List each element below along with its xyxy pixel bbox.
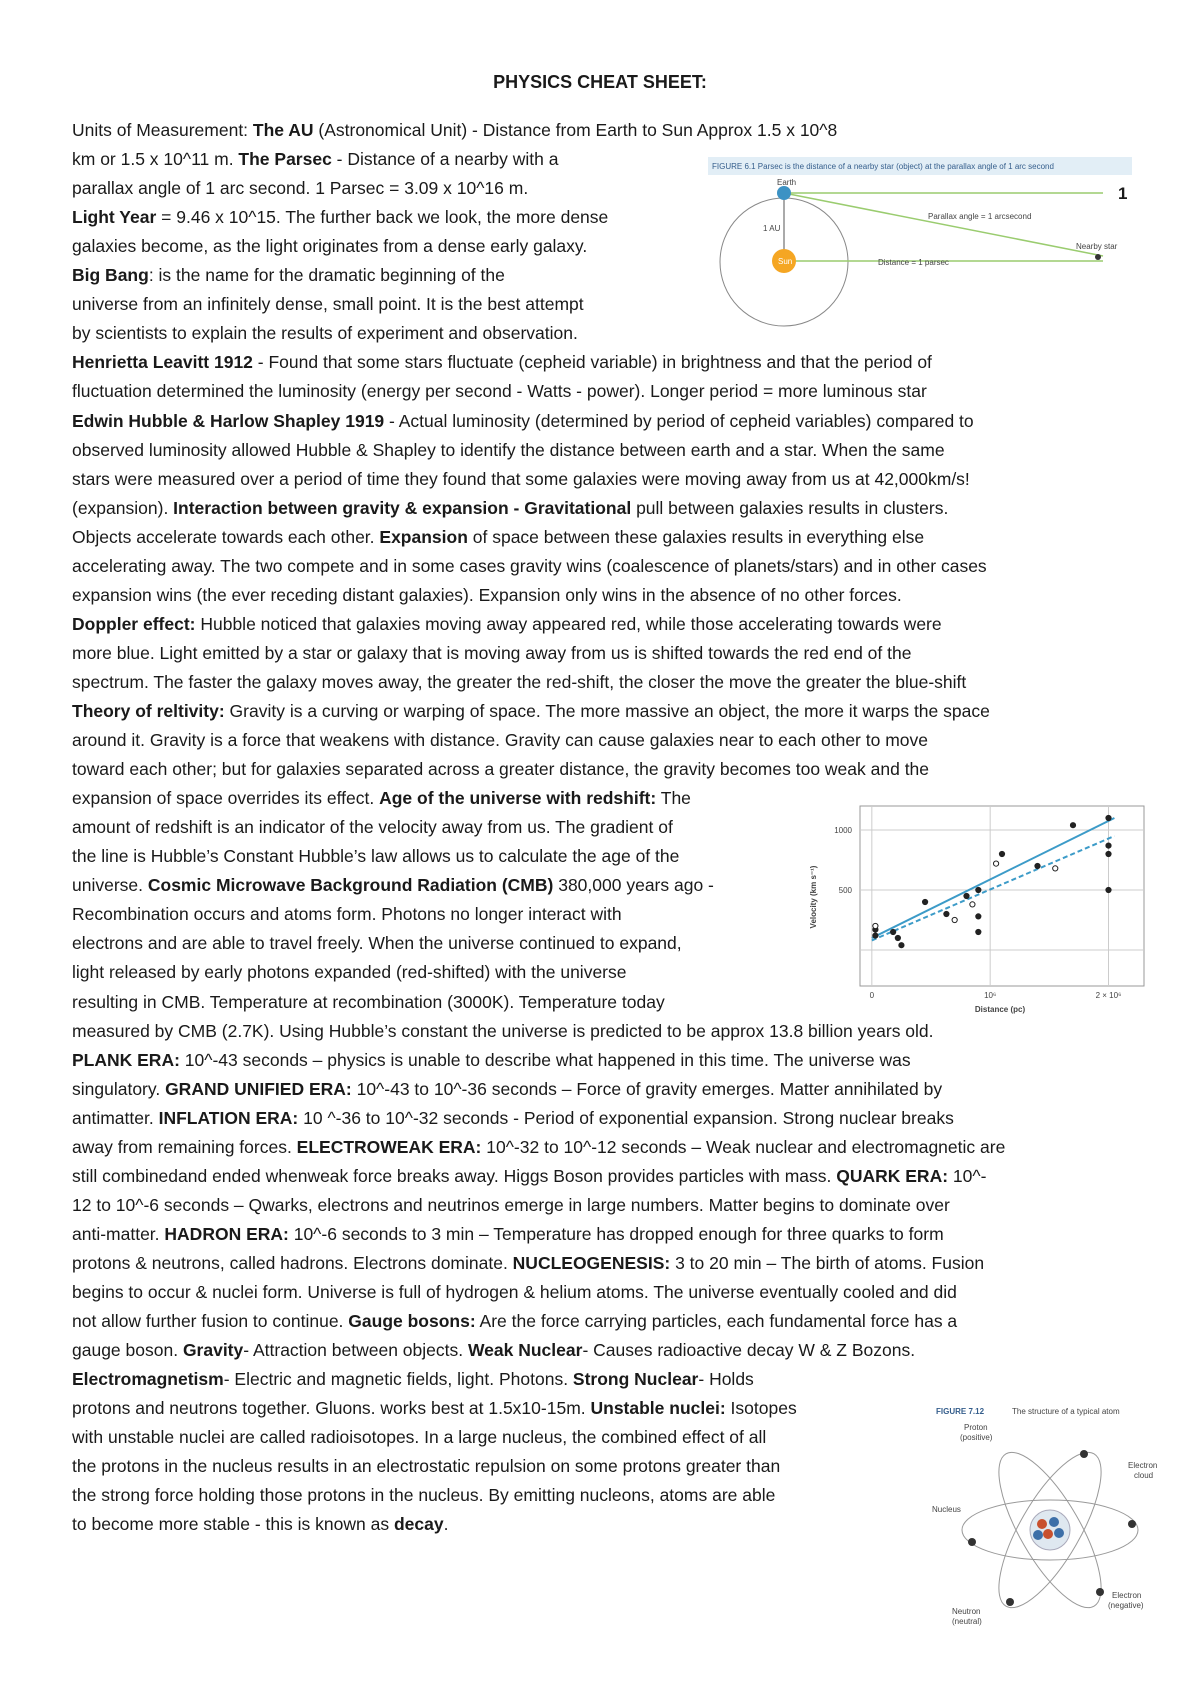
- text-run: begins to occur & nuclei form. Universe is full of hydrogen & helium atoms. The universe eventually cooled and did: [72, 1282, 957, 1302]
- text-run: anti-matter.: [72, 1223, 165, 1244]
- text-line: [72, 348, 932, 377]
- text-line: [72, 523, 924, 552]
- text-run: galaxies become, as the light originates from a dense early galaxy.: [72, 236, 588, 257]
- bold-term: The Parsec: [238, 149, 332, 170]
- text-line: [72, 929, 682, 958]
- data-point: [999, 851, 1004, 856]
- text-line: [72, 407, 974, 436]
- bold-term: HADRON ERA:: [164, 1223, 289, 1244]
- neutron-icon: [1033, 1530, 1043, 1540]
- text-run: 12 to 10^-6 seconds – Qwarks, electrons and neutrinos emerge in large numbers. Matter begins to dominate over: [72, 1194, 950, 1215]
- text-line: [72, 726, 928, 755]
- text-run: - Electric and magnetic fields, light. Photons.: [223, 1369, 573, 1390]
- electron-icon: [968, 1538, 976, 1546]
- text-run: Recombination occurs and atoms form. Photons no longer interact with: [72, 904, 622, 925]
- text-run: Gravity is a curving or warping of space. The more massive an object, the more it warps the space: [224, 701, 990, 721]
- bold-term: Edwin Hubble & Harlow Shapley 1919: [72, 410, 385, 431]
- bold-term: Interaction between gravity & expansion - Gravitational: [173, 497, 632, 518]
- text-line: [72, 1249, 984, 1278]
- text-run: light released by early photons expanded (red-shifted) with the universe: [72, 962, 627, 983]
- text-line: [72, 1481, 775, 1510]
- bold-term: decay: [393, 1514, 444, 1535]
- text-line: [72, 145, 558, 174]
- open-data-point: [1053, 866, 1058, 871]
- neutron-label: Neutron: [952, 1607, 981, 1616]
- text-line: [72, 290, 584, 319]
- text-run: Isotopes: [725, 1398, 797, 1419]
- y-axis-label: Velocity (km s⁻¹): [809, 865, 818, 929]
- text-run: of space between these galaxies results in everything else: [467, 526, 925, 547]
- bold-term: Expansion: [379, 526, 468, 547]
- parallax-figure: [708, 157, 1132, 327]
- text-run: Are the force carrying particles, each fundamental force has a: [475, 1311, 958, 1332]
- text-run: spectrum. The faster the galaxy moves away, the greater the red-shift, the closer the move the greater the blue-shift: [72, 671, 967, 692]
- text-run: = 9.46 x 10^15. The further back we look, the more dense: [156, 207, 609, 228]
- text-line: [72, 784, 691, 813]
- text-run: stars were measured over a period of time they found that some galaxies were moving away from us at 42,000km/s!: [72, 468, 970, 489]
- data-point: [895, 935, 900, 940]
- text-run: observed luminosity allowed Hubble & Shapley to identify the distance between earth and a star. When the same: [72, 439, 945, 460]
- text-run: protons & neutrons, called hadrons. Electrons dominate.: [72, 1252, 513, 1273]
- text-line: [72, 1423, 766, 1452]
- electron-icon: [1080, 1450, 1088, 1458]
- bold-term: Theory of reltivity:: [72, 701, 225, 721]
- text-line: [72, 958, 627, 987]
- nucleus-label: Nucleus: [932, 1505, 961, 1514]
- nearby-star-icon: [1095, 254, 1101, 260]
- text-run: away from remaining forces.: [72, 1136, 297, 1157]
- text-run: universe.: [72, 875, 148, 896]
- bold-term: Age of the universe with redshift:: [379, 788, 657, 809]
- x-tick-label: 2 × 10⁶: [1095, 991, 1122, 1000]
- au-label: 1 AU: [763, 224, 781, 233]
- bold-term: Gravity: [182, 1340, 244, 1361]
- text-run: Hubble noticed that galaxies moving away appeared red, while those accelerating towards were: [195, 613, 942, 634]
- neutron-icon: [1054, 1528, 1064, 1538]
- text-line: [72, 1510, 448, 1539]
- bold-term: Unstable nuclei:: [590, 1398, 726, 1419]
- neutron-sublabel: (neutral): [952, 1617, 982, 1626]
- earth-icon: [777, 186, 791, 200]
- text-line: [72, 174, 528, 203]
- proton-sublabel: (positive): [960, 1433, 993, 1442]
- text-line: [72, 494, 948, 523]
- text-run: expansion wins (the ever receding distant galaxies). Expansion only wins in the absence of no other forces.: [72, 584, 902, 605]
- text-run: The: [656, 788, 691, 809]
- text-run: Objects accelerate towards each other.: [72, 526, 380, 547]
- data-point: [964, 893, 969, 898]
- text-run: electrons and are able to travel freely. When the universe continued to expand,: [72, 933, 682, 954]
- electron-cloud-label: Electron: [1128, 1461, 1158, 1470]
- text-line: [72, 1104, 954, 1133]
- data-point: [873, 933, 878, 938]
- text-run: 380,000 years ago -: [553, 875, 714, 896]
- text-run: - Causes radioactive decay W & Z Bozons.: [582, 1340, 916, 1361]
- text-run: km or 1.5 x 10^11 m.: [72, 149, 239, 170]
- text-line: [72, 1452, 780, 1481]
- page-title: PHYSICS CHEAT SHEET:: [493, 72, 707, 92]
- neutron-icon: [1049, 1517, 1059, 1527]
- text-line: [72, 697, 990, 726]
- electron-icon: [1128, 1520, 1136, 1528]
- text-run: Units of Measurement:: [72, 120, 253, 140]
- data-point: [1106, 887, 1111, 892]
- text-run: 10^-43 to 10^-36 seconds – Force of gravity emerges. Matter annihilated by: [351, 1078, 943, 1099]
- nearby-star-label: Nearby star: [1076, 242, 1118, 251]
- bold-term: Doppler effect:: [72, 613, 196, 634]
- bold-term: INFLATION ERA:: [158, 1107, 299, 1128]
- atom-caption-text: The structure of a typical atom: [1012, 1407, 1120, 1416]
- text-run: amount of redshift is an indicator of the velocity away from us. The gradient of: [72, 817, 673, 838]
- bold-term: Electromagnetism: [72, 1369, 224, 1390]
- text-line: [72, 1046, 911, 1075]
- text-run: (Astronomical Unit) - Distance from Earth to Sun Approx 1.5 x 10^8: [313, 120, 838, 140]
- text-run: - Attraction between objects.: [243, 1340, 468, 1361]
- x-axis-label: Distance (pc): [974, 1005, 1026, 1014]
- text-line: [72, 1017, 934, 1046]
- text-run: accelerating away. The two compete and in some cases gravity wins (coalescence of planets/stars) and in other cases: [72, 555, 987, 576]
- text-line: [72, 668, 966, 697]
- text-run: the strong force holding those protons in the nucleus. By emitting nucleons, atoms are able: [72, 1485, 776, 1506]
- page-number: 1: [1118, 184, 1128, 203]
- text-line: [72, 639, 911, 668]
- bold-term: Big Bang: [72, 265, 149, 286]
- text-line: [72, 1336, 915, 1365]
- hubble-chart: [800, 802, 1150, 1017]
- bold-term: Gauge bosons:: [348, 1311, 476, 1332]
- data-point: [976, 914, 981, 919]
- text-run: parallax angle of 1 arc second. 1 Parsec = 3.09 x 10^16 m.: [72, 178, 529, 199]
- bold-term: Weak Nuclear: [467, 1340, 583, 1361]
- data-point: [976, 929, 981, 934]
- parallax-angle-label: Parallax angle = 1 arcsecond: [928, 212, 1032, 221]
- text-run: still combinedand ended whenweak force breaks away. Higgs Boson provides particles with mass.: [72, 1165, 837, 1186]
- text-run: antimatter.: [72, 1107, 159, 1128]
- data-point: [944, 911, 949, 916]
- text-line: [72, 232, 587, 261]
- text-run: - Holds: [698, 1369, 754, 1390]
- text-run: more blue. Light emitted by a star or galaxy that is moving away from us is shifted towards the red end of the: [72, 642, 912, 663]
- plot-frame: [860, 806, 1144, 986]
- text-run: the protons in the nucleus results in an electrostatic repulsion on some protons greater than: [72, 1456, 781, 1477]
- data-point: [976, 887, 981, 892]
- text-run: fluctuation determined the luminosity (energy per second - Watts - power). Longer period = more luminous star: [72, 381, 927, 402]
- bold-term: Strong Nuclear: [572, 1369, 699, 1390]
- parallax-line: [784, 193, 1103, 256]
- open-data-point: [970, 902, 975, 907]
- text-run: .: [443, 1514, 449, 1535]
- sun-label: Sun: [778, 257, 793, 266]
- open-data-point: [873, 923, 878, 928]
- text-line: [72, 610, 942, 639]
- text-run: toward each other; but for galaxies separated across a greater distance, the gravity becomes too weak and the: [72, 759, 930, 780]
- data-point: [1070, 823, 1075, 828]
- text-run: resulting in CMB. Temperature at recombination (3000K). Temperature today: [72, 991, 665, 1012]
- text-run: - Distance of a nearby with a: [331, 149, 559, 170]
- text-run: 10 ^-36 to 10^-32 seconds - Period of exponential expansion. Strong nuclear breaks: [298, 1107, 954, 1128]
- data-point: [922, 899, 927, 904]
- text-run: : is the name for the dramatic beginning of the: [148, 265, 505, 286]
- bold-term: Light Year: [72, 207, 157, 228]
- y-tick-label: 1000: [834, 826, 852, 835]
- data-point: [1035, 863, 1040, 868]
- text-line: [72, 842, 679, 871]
- text-line: [72, 1365, 754, 1394]
- bold-term: Henrietta Leavitt 1912: [72, 352, 253, 373]
- text-line: [72, 319, 578, 348]
- text-run: 10^-6 seconds to 3 min – Temperature has dropped enough for three quarks to form: [288, 1223, 944, 1244]
- electron-sublabel: (negative): [1108, 1601, 1144, 1610]
- open-data-point: [993, 861, 998, 866]
- proton-icon: [1037, 1519, 1047, 1529]
- text-line: [72, 813, 673, 842]
- text-run: with unstable nuclei are called radioisotopes. In a large nucleus, the combined effect of all: [72, 1427, 767, 1448]
- text-line: [72, 1133, 1005, 1162]
- text-line: [72, 552, 987, 581]
- text-run: pull between galaxies results in clusters.: [631, 497, 949, 518]
- text-run: around it. Gravity is a force that weakens with distance. Gravity can cause galaxies near to each other to move: [72, 730, 928, 751]
- bold-term: NUCLEOGENESIS:: [512, 1252, 671, 1273]
- text-line: [72, 436, 945, 465]
- data-point: [1106, 843, 1111, 848]
- x-tick-label: 10⁶: [984, 991, 997, 1000]
- distance-label: Distance = 1 parsec: [878, 258, 949, 267]
- electron-label: Electron: [1112, 1591, 1142, 1600]
- proton-label: Proton: [964, 1423, 988, 1432]
- text-run: (expansion).: [72, 497, 174, 518]
- atom-caption-prefix: FIGURE 7.12: [936, 1407, 985, 1416]
- text-run: protons and neutrons together. Gluons. works best at 1.5x10-15m.: [72, 1398, 591, 1419]
- open-data-point: [952, 917, 957, 922]
- x-tick-label: 0: [869, 991, 875, 1000]
- text-run: - Found that some stars fluctuate (cepheid variable) in brightness and that the period of: [252, 352, 932, 373]
- bold-term: Cosmic Microwave Background Radiation (CMB): [147, 875, 554, 896]
- text-line: [72, 377, 927, 406]
- text-line: [72, 755, 929, 784]
- text-line: [72, 261, 505, 290]
- data-point: [891, 929, 896, 934]
- y-tick-label: 500: [838, 886, 852, 895]
- text-line: [72, 1278, 957, 1307]
- earth-label: Earth: [777, 178, 797, 187]
- data-point: [1106, 815, 1111, 820]
- text-line: [72, 871, 714, 900]
- text-run: expansion of space overrides its effect.: [72, 788, 380, 809]
- electron-icon: [1096, 1588, 1104, 1596]
- text-line: [72, 581, 902, 610]
- bold-term: GRAND UNIFIED ERA:: [165, 1078, 352, 1099]
- text-run: gauge boson.: [72, 1340, 183, 1361]
- text-line: [72, 1220, 944, 1249]
- text-run: to become more stable - this is known as: [72, 1514, 394, 1535]
- electron-icon: [1006, 1598, 1014, 1606]
- text-run: 3 to 20 min – The birth of atoms. Fusion: [670, 1252, 985, 1273]
- text-line: [72, 1162, 986, 1191]
- bold-term: QUARK ERA:: [836, 1165, 949, 1186]
- bold-term: The AU: [252, 120, 314, 140]
- text-run: 10^-32 to 10^-12 seconds – Weak nuclear and electromagnetic are: [481, 1136, 1006, 1157]
- text-run: 10^-43 seconds – physics is unable to describe what happened in this time. The universe was: [179, 1049, 911, 1070]
- electron-cloud-sublabel: cloud: [1134, 1471, 1154, 1480]
- text-run: measured by CMB (2.7K). Using Hubble’s constant the universe is predicted to be approx 13.8 billion years old.: [72, 1020, 934, 1041]
- text-line: [72, 900, 622, 929]
- text-line: [72, 1307, 957, 1336]
- text-run: universe from an infinitely dense, small point. It is the best attempt: [72, 294, 584, 315]
- data-point: [1106, 851, 1111, 856]
- text-run: singulatory.: [72, 1078, 166, 1099]
- bold-term: ELECTROWEAK ERA:: [296, 1136, 482, 1157]
- text-line: [72, 1394, 797, 1423]
- text-run: not allow further fusion to continue.: [72, 1311, 349, 1332]
- data-point: [899, 943, 904, 948]
- text-run: the line is Hubble’s Constant Hubble’s law allows us to calculate the age of the: [72, 846, 680, 867]
- text-line: [72, 1191, 950, 1220]
- text-line: [72, 988, 665, 1017]
- text-line: [72, 116, 837, 145]
- parallax-caption: FIGURE 6.1 Parsec is the distance of a nearby star (object) at the parallax angle of 1 arc second: [712, 162, 1054, 171]
- text-run: - Actual luminosity (determined by period of cepheid variables) compared to: [384, 410, 974, 431]
- text-run: 10^-: [948, 1165, 987, 1186]
- text-line: [72, 465, 970, 494]
- text-line: [72, 203, 608, 232]
- text-run: by scientists to explain the results of experiment and observation.: [72, 323, 578, 344]
- text-line: [72, 1075, 942, 1104]
- proton-icon: [1043, 1529, 1053, 1539]
- atom-figure: [932, 1402, 1172, 1628]
- bold-term: PLANK ERA:: [72, 1049, 180, 1070]
